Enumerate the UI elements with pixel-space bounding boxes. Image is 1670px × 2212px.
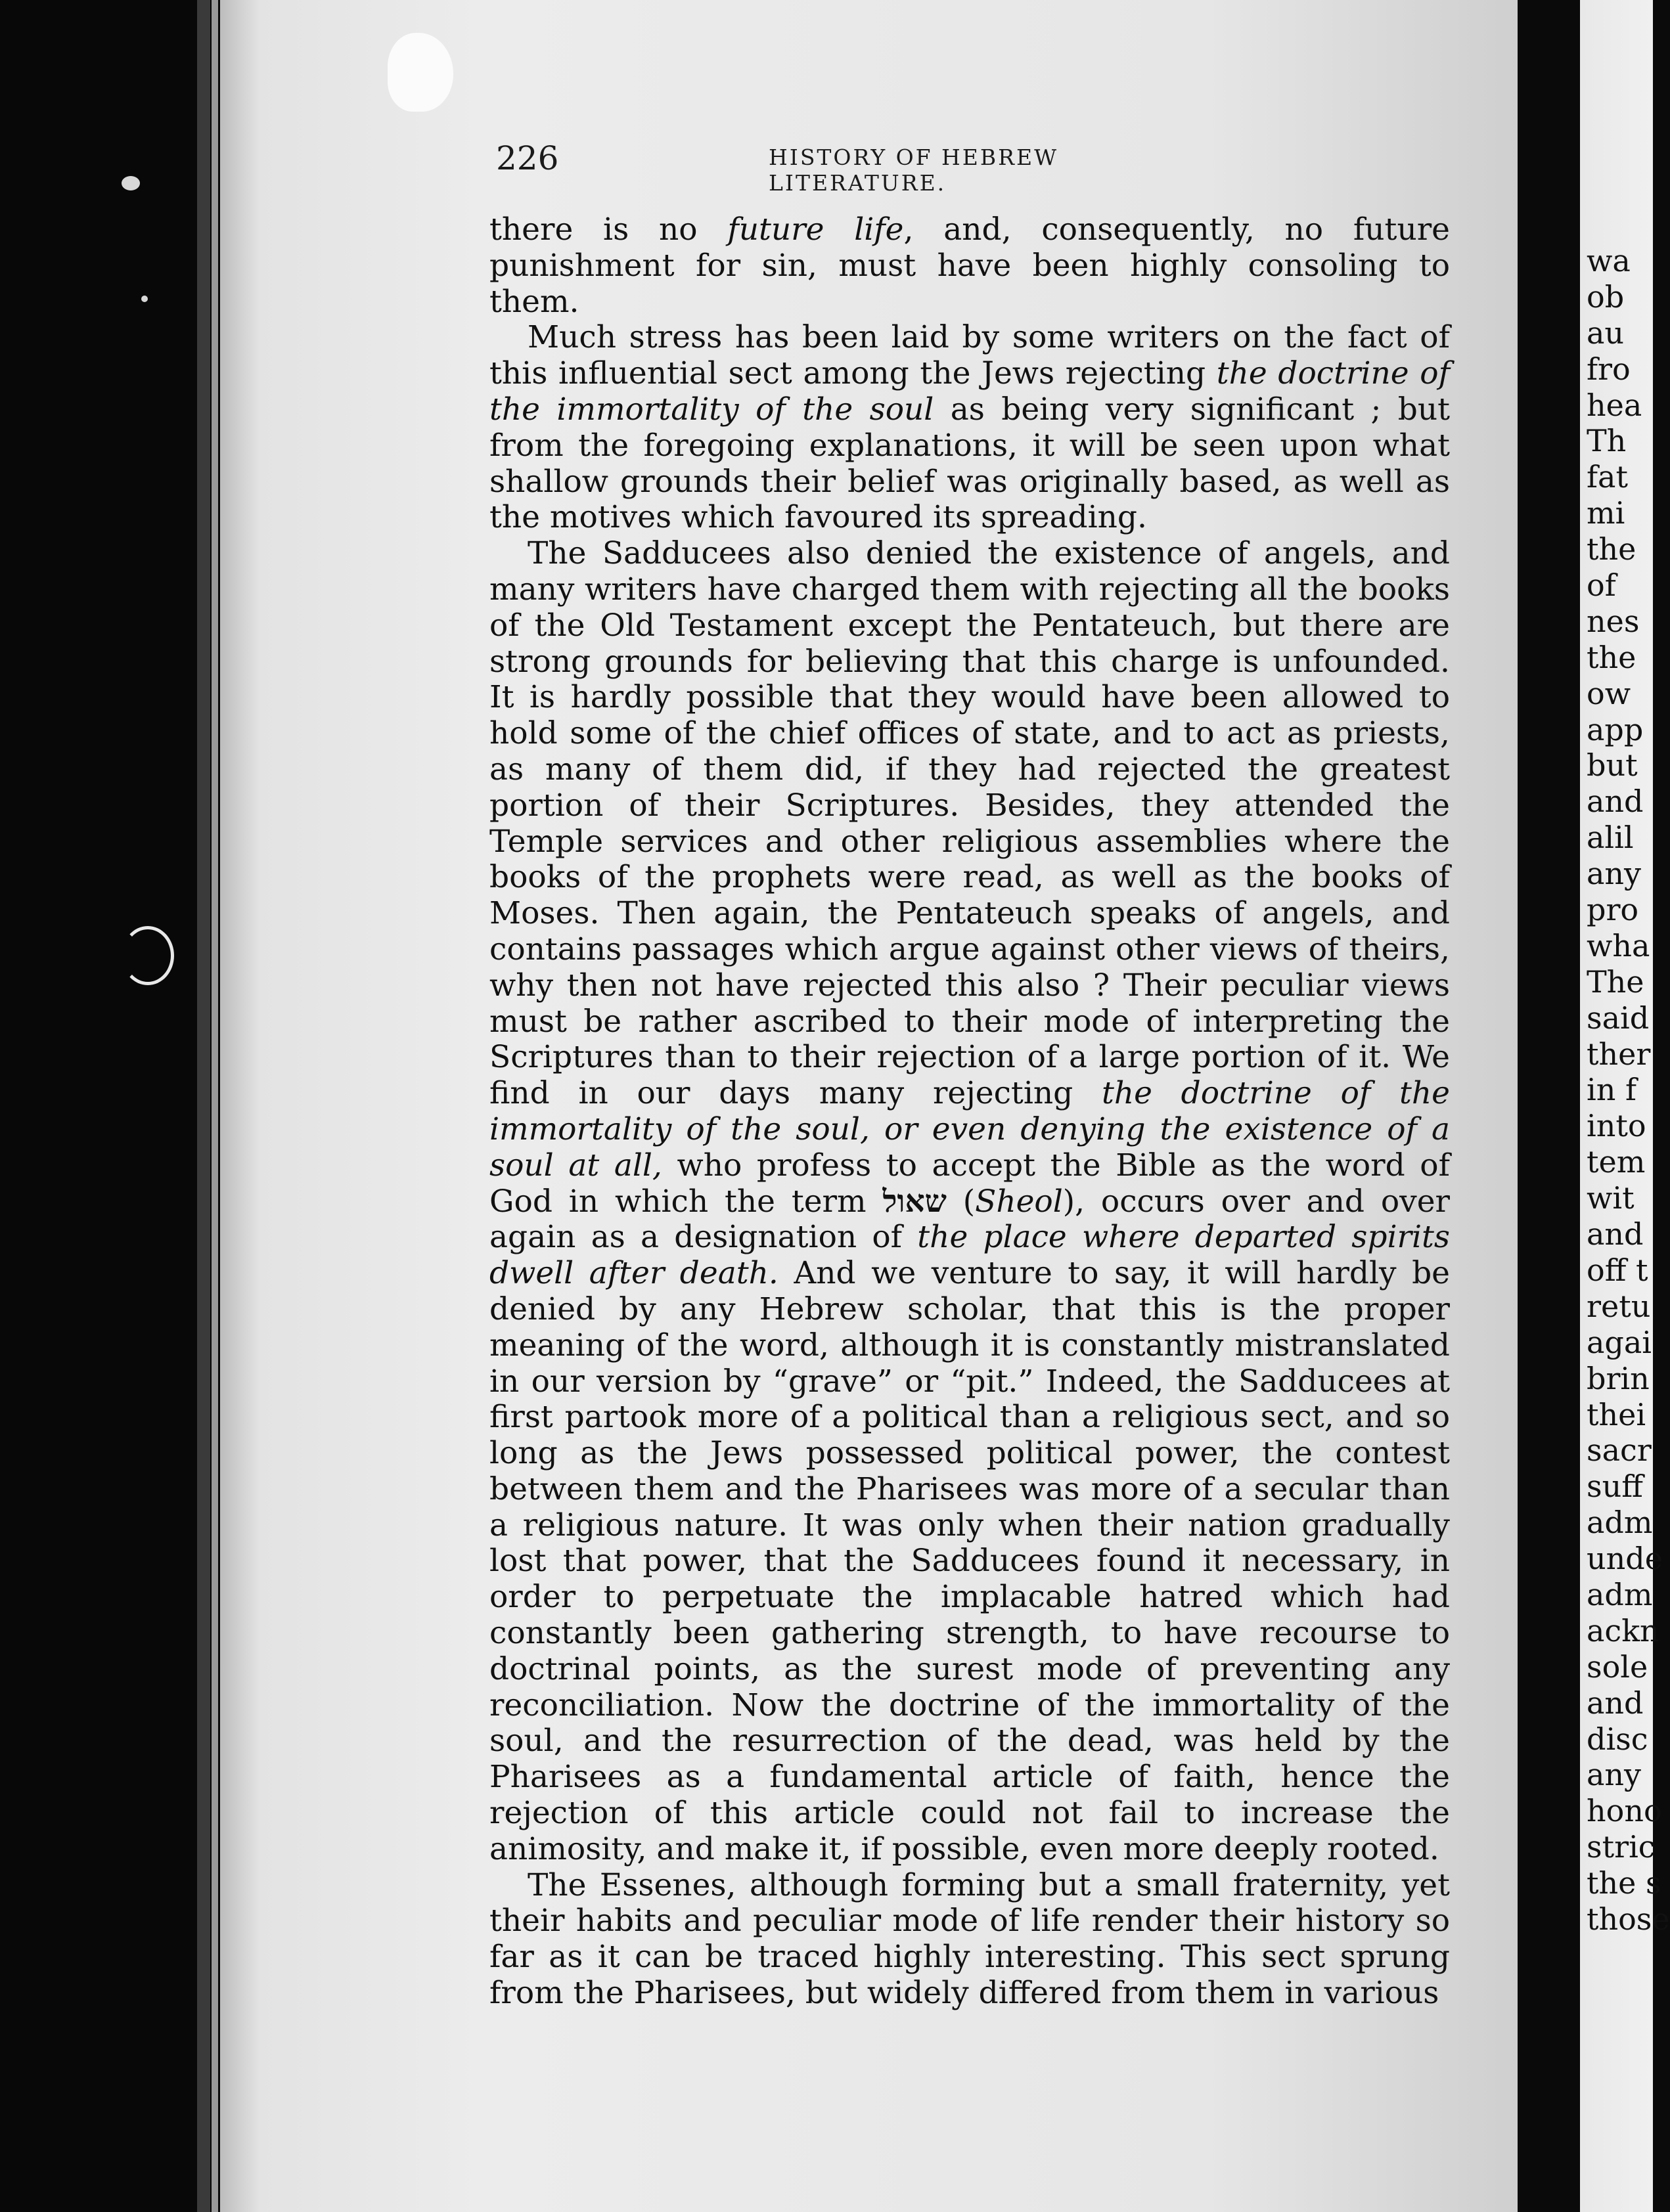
adjacent-line-fragment: nes xyxy=(1587,603,1640,639)
text-run: The Essenes, although forming but a small fraternity, yet their habits and peculiar mode of life render their history so far as it can be traced highly interesting. This sect sprung from the Pharisees, but widely differed from them in various xyxy=(489,1867,1450,2012)
book-binding-edge xyxy=(212,0,218,2212)
adjacent-line-fragment: app xyxy=(1587,711,1644,747)
adjacent-line-fragment: hea xyxy=(1587,387,1642,423)
adjacent-line-fragment: stric xyxy=(1587,1829,1656,1865)
adjacent-line-fragment: agai xyxy=(1587,1324,1652,1360)
adjacent-line-fragment: the xyxy=(1587,531,1636,567)
adjacent-line-fragment: ow xyxy=(1587,675,1631,711)
adjacent-line-fragment: alil xyxy=(1587,820,1634,856)
adjacent-line-fragment: wit xyxy=(1587,1180,1635,1216)
adjacent-line-fragment: pro xyxy=(1587,892,1639,928)
margin-ring-mark xyxy=(122,926,174,985)
adjacent-line-fragment: fat xyxy=(1587,459,1628,495)
italic-phrase: future life xyxy=(727,211,904,248)
adjacent-line-fragment: but xyxy=(1587,747,1638,784)
text-run: Much stress has been laid by some writers on the fact of this influential sect among the Jews rejecting xyxy=(489,319,1450,392)
text-run: ( xyxy=(946,1183,976,1220)
text-run: ), occurs over and over again as a designation of xyxy=(489,1183,1450,1256)
text-run: The Sadducees also denied the existence of angels, and many writers have charged them with rejecting all the books of the Old Testament except the Pentateuch, but there are strong grounds for believing that this charge is unfounded. It is hardly possible that they would have been allowed to hold some of the chief offices of state, and to act as priests, as many of them did, if they had rejected the greatest portion of their Scriptures. Besides, they attended the Temple services and other religious assemblies where the books of the prophets were read, as well as the books of Moses. Then again, the Pentateuch speaks of angels, and contains passages which argue against other views of theirs, why then not have rejected this also ? Their peculiar views must be rather ascribed to their mode of interpreting the Scriptures than to their rejection of a large portion of it. We find in our days many rejecting xyxy=(489,535,1450,1112)
paper-blot xyxy=(388,33,453,112)
adjacent-line-fragment: the xyxy=(1587,639,1636,675)
running-head xyxy=(273,139,1238,196)
adjacent-line-fragment: off t xyxy=(1587,1252,1648,1288)
adjacent-line-fragment: and xyxy=(1587,784,1644,820)
italic-phrase: the doctrine of the immortality of the soul, or even denying the existence of a soul at all, xyxy=(489,1075,1450,1183)
adjacent-line-fragment: unde xyxy=(1587,1541,1663,1577)
adjacent-line-fragment: ther xyxy=(1587,1036,1651,1072)
left-dark-margin xyxy=(0,0,217,2212)
adjacent-line-fragment: tem xyxy=(1587,1144,1646,1180)
adjacent-line-fragment: any xyxy=(1587,1757,1642,1793)
text-run: , and, consequently, no future punishment for sin, must have been highly consoling to them. xyxy=(489,211,1450,320)
paragraph xyxy=(489,536,1450,1867)
paragraph xyxy=(489,320,1450,536)
page-number: 226 xyxy=(496,139,559,177)
book-binding-shadow xyxy=(197,0,210,2212)
adjacent-page-text xyxy=(1587,243,1670,1937)
body-text xyxy=(489,212,1450,2012)
adjacent-page xyxy=(1580,0,1670,2212)
adjacent-line-fragment: mi xyxy=(1587,495,1625,531)
adjacent-line-fragment: disc xyxy=(1587,1721,1648,1757)
adjacent-line-fragment: ackn xyxy=(1587,1612,1659,1648)
adjacent-line-fragment: thei xyxy=(1587,1396,1646,1432)
adjacent-line-fragment: and xyxy=(1587,1216,1644,1252)
paragraph xyxy=(489,1868,1450,2012)
adjacent-line-fragment: and xyxy=(1587,1685,1644,1721)
adjacent-line-fragment: the s xyxy=(1587,1865,1661,1901)
italic-phrase: Sheol xyxy=(975,1183,1063,1220)
adjacent-line-fragment: wha xyxy=(1587,927,1650,963)
adjacent-line-fragment: of xyxy=(1587,567,1616,604)
adjacent-line-fragment: any xyxy=(1587,856,1642,892)
adjacent-line-fragment: adm xyxy=(1587,1576,1653,1612)
adjacent-line-fragment: hono xyxy=(1587,1793,1662,1829)
adjacent-line-fragment: brin xyxy=(1587,1360,1650,1396)
adjacent-line-fragment: Th xyxy=(1587,423,1627,459)
adjacent-line-fragment: fro xyxy=(1587,351,1631,387)
adjacent-line-fragment: au xyxy=(1587,315,1625,351)
adjacent-line-fragment: in f xyxy=(1587,1072,1636,1108)
adjacent-line-fragment: retu xyxy=(1587,1288,1651,1324)
paragraph xyxy=(489,212,1450,320)
page-gap xyxy=(1518,0,1580,2212)
adjacent-line-fragment: sole xyxy=(1587,1648,1648,1685)
adjacent-line-fragment: wa xyxy=(1587,243,1631,278)
hebrew-word: שאול xyxy=(882,1183,947,1220)
text-run: who profess to accept the Bible as the word of God in which the term xyxy=(489,1147,1450,1220)
margin-speck xyxy=(122,176,140,190)
margin-speck xyxy=(141,296,148,302)
text-run: there is no xyxy=(489,211,728,248)
italic-phrase: the doctrine of the immortality of the soul xyxy=(489,355,1450,428)
adjacent-line-fragment: sacr xyxy=(1587,1432,1652,1469)
adjacent-line-fragment: into xyxy=(1587,1108,1646,1144)
adjacent-line-fragment: said xyxy=(1587,1000,1650,1036)
adjacent-line-fragment: adm xyxy=(1587,1505,1653,1541)
adjacent-line-fragment: suff xyxy=(1587,1469,1643,1505)
adjacent-line-fragment: ob xyxy=(1587,278,1625,315)
text-run: And we venture to say, it will hardly be denied by any Hebrew scholar, that this is the proper meaning of the word, although it is constantly mistranslated in our version by “grave” or “pit.” Indeed, the Sadducees at first partook more of a political than a religious sect, and so long as the Jews possessed political power, the contest between them and the Pharisees was more of a secular than a religious nature. It was only when their nation gradually lost that power, that the Sadducees found it necessary, in order to perpetuate the implacable hatred which had constantly been gathering strength, to have recourse to doctrinal points, as the surest mode of preventing any reconciliation. Now the doctrine of the immortality of the soul, and the resurrection of the dead, was held by the Pharisees as a fundamental article of faith, hence the rejection of this article could not fail to increase the animosity, and make it, if possible, even more deeply rooted. xyxy=(489,1255,1450,1867)
adjacent-line-fragment: those xyxy=(1587,1901,1670,1937)
text-run: as being very significant ; but from the foregoing explanations, it will be seen upon what shallow grounds their belief was originally based, as well as the motives which favoured its spreading. xyxy=(489,391,1450,536)
adjacent-line-fragment: The xyxy=(1587,963,1644,1000)
italic-phrase: the place where departed spirits dwell after death. xyxy=(489,1219,1450,1292)
book-title-header: HISTORY OF HEBREW LITERATURE. xyxy=(769,144,1059,196)
